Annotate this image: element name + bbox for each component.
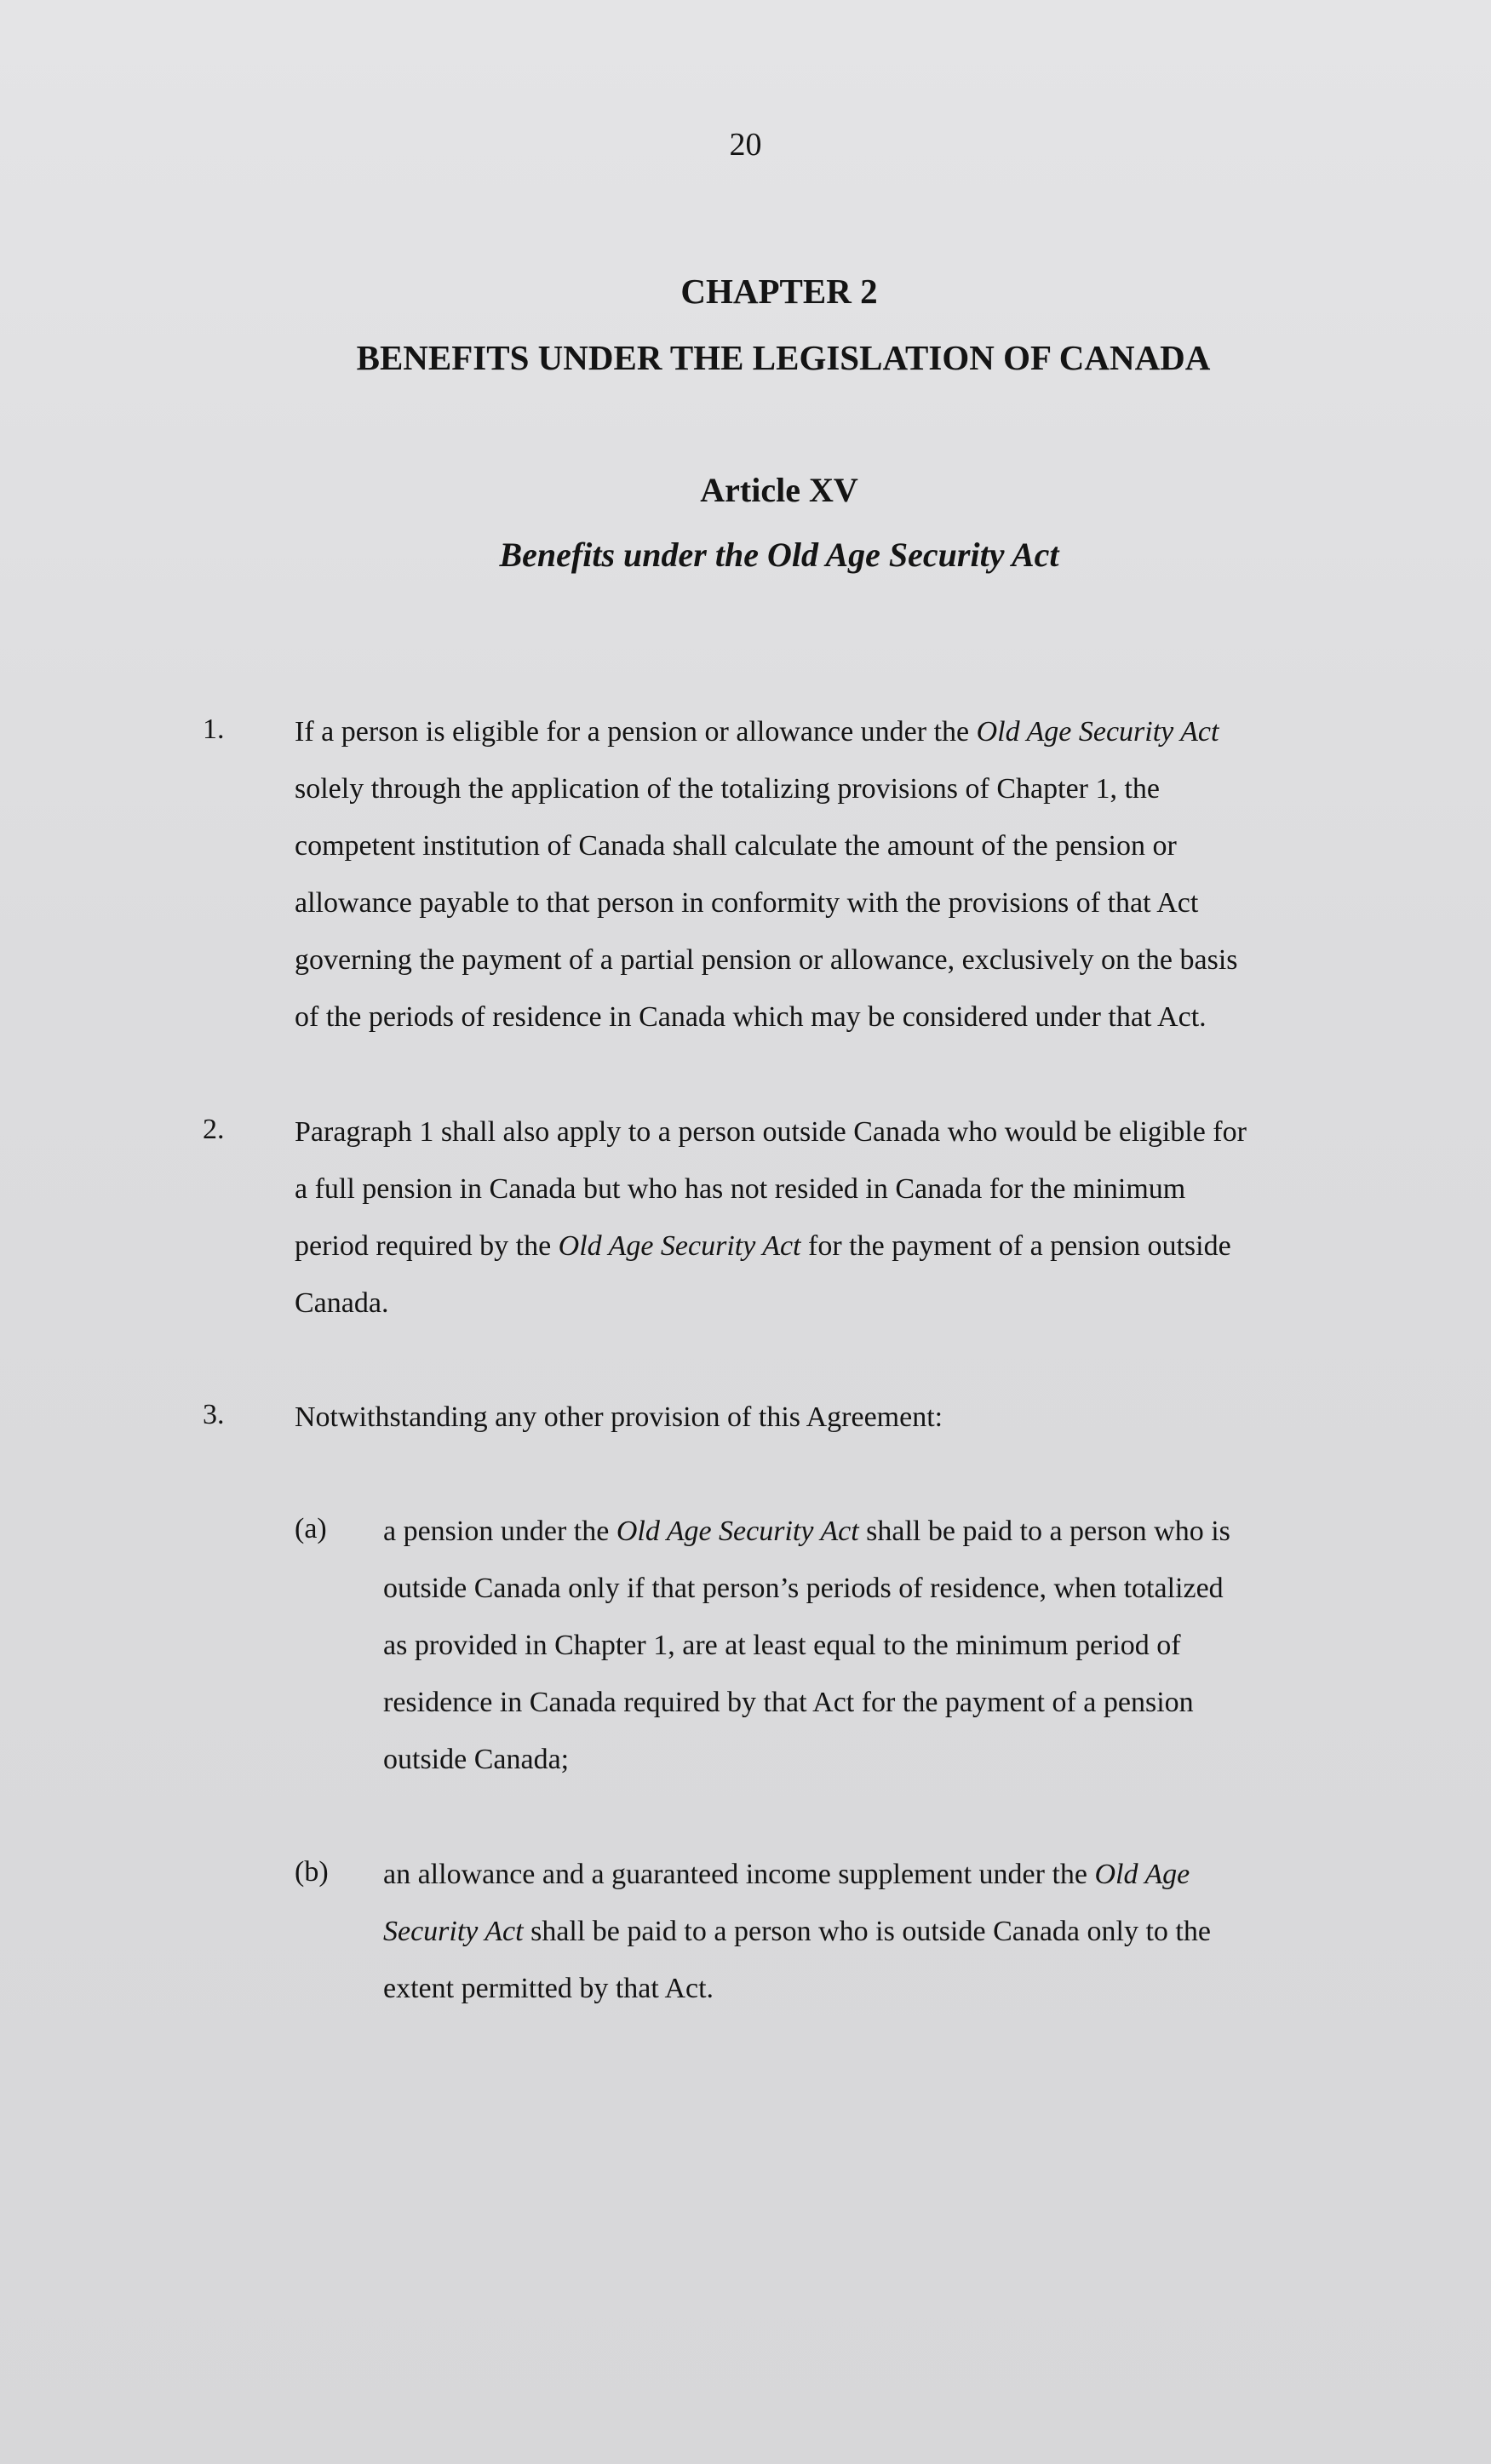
text-line: Security Act shall be paid to a person who is outside Canada only to the <box>383 1916 1211 1947</box>
text-line: solely through the application of the totalizing provisions of Chapter 1, the <box>295 773 1161 805</box>
text-line: Paragraph 1 shall also apply to a person outside Canada who would be eligible for <box>295 1116 1247 1148</box>
paragraph-3-text <box>295 1389 1376 1446</box>
text-line: extent permitted by that Act. <box>383 1973 714 2004</box>
text-line: of the periods of residence in Canada which may be considered under that Act. <box>295 1001 1207 1033</box>
paragraph-1-text <box>295 703 1376 1046</box>
paragraph-number: 2. <box>203 1114 225 1145</box>
text-line: outside Canada only if that person’s periods of residence, when totalized <box>383 1573 1224 1604</box>
text-line: residence in Canada required by that Act for the payment of a pension <box>383 1687 1194 1718</box>
chapter-title: BENEFITS UNDER THE LEGISLATION OF CANADA <box>356 338 1211 377</box>
text-line: allowance payable to that person in conformity with the provisions of that Act <box>295 887 1199 919</box>
text-line: Notwithstanding any other provision of this Agreement: <box>295 1401 943 1433</box>
text-line: If a person is eligible for a pension or allowance under the Old Age Security Act <box>295 716 1219 748</box>
text-line: period required by the Old Age Security Act for the payment of a pension outside <box>295 1230 1231 1262</box>
text-line: a full pension in Canada but who has not resided in Canada for the minimum <box>295 1173 1186 1205</box>
paragraph-number: 1. <box>203 713 225 745</box>
text-line: outside Canada; <box>383 1744 570 1775</box>
subparagraph-label: (a) <box>295 1513 327 1544</box>
paragraph-2-text <box>295 1103 1393 1332</box>
text-line: competent institution of Canada shall calculate the amount of the pension or <box>295 830 1177 862</box>
subparagraph-label: (b) <box>295 1856 329 1888</box>
article-heading: Article XV <box>700 471 858 509</box>
article-title: Benefits under the Old Age Security Act <box>499 536 1059 574</box>
text-line: an allowance and a guaranteed income supplement under the Old Age <box>383 1859 1190 1890</box>
text-line: Canada. <box>295 1287 389 1319</box>
chapter-heading: CHAPTER 2 <box>680 272 878 311</box>
text-line: governing the payment of a partial pension or allowance, exclusively on the basis <box>295 944 1238 976</box>
subparagraph-b-text <box>383 1846 1388 2017</box>
paragraph-number: 3. <box>203 1399 225 1430</box>
subparagraph-a-text <box>383 1503 1388 1788</box>
text-line: a pension under the Old Age Security Act shall be paid to a person who is <box>383 1516 1230 1547</box>
text-line: as provided in Chapter 1, are at least equal to the minimum period of <box>383 1630 1181 1661</box>
page-number: 20 <box>729 127 762 163</box>
